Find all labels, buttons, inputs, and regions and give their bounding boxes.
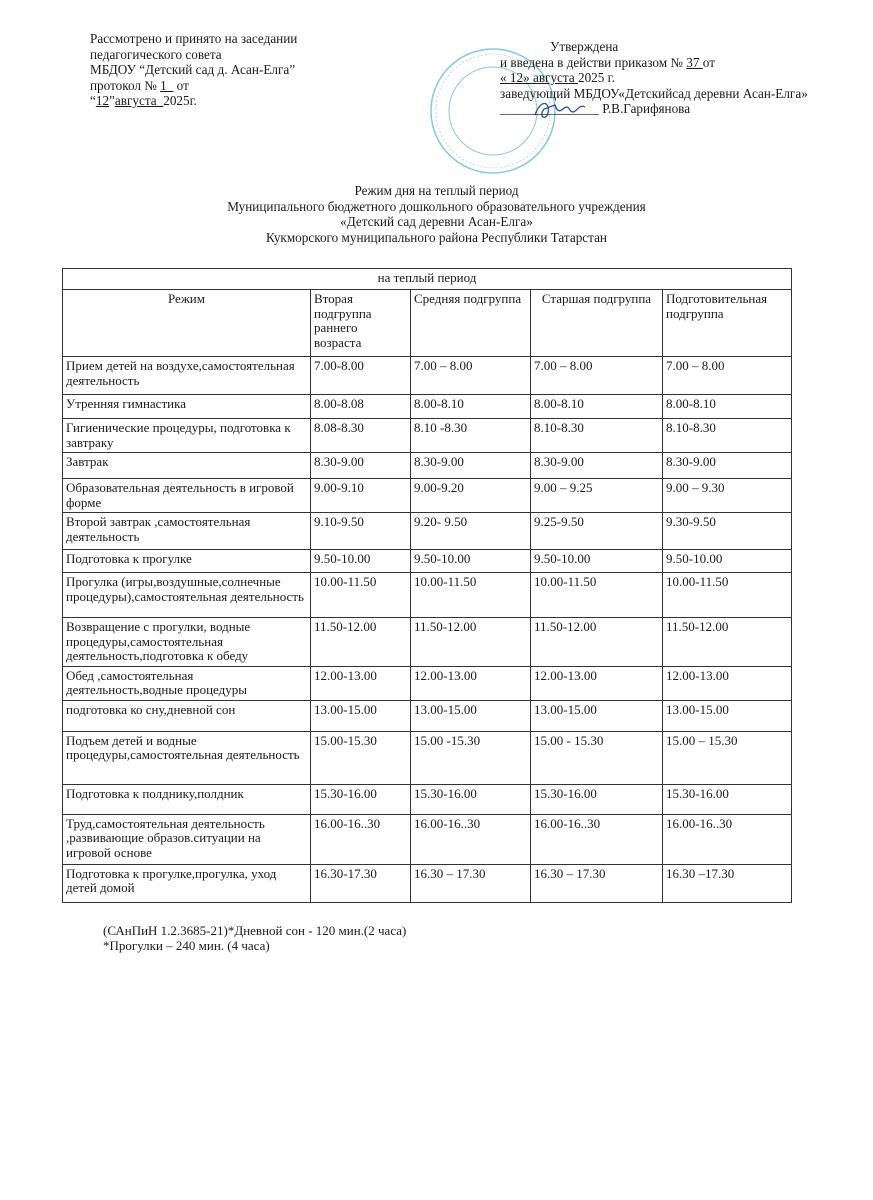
time-cell: 16.30 –17.30 xyxy=(663,864,792,902)
time-cell: 12.00-13.00 xyxy=(411,666,531,700)
approval-left-block xyxy=(90,31,297,109)
time-cell: 10.00-11.50 xyxy=(663,573,792,618)
order-number: 37 xyxy=(686,54,703,70)
header-cell: Вторая подгруппа раннего возраста xyxy=(311,290,411,357)
table-row xyxy=(63,395,792,419)
time-cell: 11.50-12.00 xyxy=(411,618,531,667)
time-cell: 16.30-17.30 xyxy=(311,864,411,902)
time-cell: 15.30-16.00 xyxy=(411,784,531,814)
date-month: августа_ xyxy=(114,93,164,108)
protocol-number: 1_ xyxy=(160,77,174,93)
time-cell: 11.50-12.00 xyxy=(663,618,792,667)
time-cell: 15.30-16.00 xyxy=(311,784,411,814)
time-cell: 8.00-8.10 xyxy=(411,395,531,419)
header-cell: Режим xyxy=(63,290,311,357)
time-cell: 9.25-9.50 xyxy=(531,513,663,550)
time-cell: 8.30-9.00 xyxy=(311,453,411,479)
time-cell: 8.00-8.10 xyxy=(531,395,663,419)
time-cell: 7.00 – 8.00 xyxy=(531,357,663,395)
time-cell: 8.10-8.30 xyxy=(531,419,663,453)
footer-line1: (САнПиН 1.2.3685-21)*Дневной сон - 120 мин.(2 часа) xyxy=(103,922,407,938)
time-cell: 13.00-15.00 xyxy=(663,700,792,731)
time-cell: 7.00-8.00 xyxy=(311,357,411,395)
time-cell: 12.00-13.00 xyxy=(531,666,663,700)
time-cell: 9.20- 9.50 xyxy=(411,513,531,550)
table-row xyxy=(63,731,792,784)
header-cell: Подготовительная подгруппа xyxy=(663,290,792,357)
time-cell: 16.00-16..30 xyxy=(531,814,663,864)
time-cell: 16.00-16..30 xyxy=(663,814,792,864)
table-row xyxy=(63,618,792,667)
table-row xyxy=(63,814,792,864)
time-cell: 9.00 – 9.30 xyxy=(663,479,792,513)
activity-cell: Утренняя гимнастика xyxy=(63,395,311,419)
time-cell: 8.08-8.30 xyxy=(311,419,411,453)
document-title xyxy=(0,183,873,245)
time-cell: 10.00-11.50 xyxy=(411,573,531,618)
activity-cell: Гигиенические процедуры, подготовка к завтраку xyxy=(63,419,311,453)
time-cell: 13.00-15.00 xyxy=(411,700,531,731)
time-cell: 7.00 – 8.00 xyxy=(411,357,531,395)
table-header-row xyxy=(63,290,792,357)
activity-cell: Подготовка к прогулке xyxy=(63,550,311,573)
activity-cell: Прогулка (игры,воздушные,солнечные процедуры),самостоятельная деятельность xyxy=(63,573,311,618)
time-cell: 11.50-12.00 xyxy=(311,618,411,667)
protocol-line xyxy=(90,78,297,94)
activity-cell: Подъем детей и водные процедуры,самостоятельная деятельность xyxy=(63,731,311,784)
time-cell: 16.00-16..30 xyxy=(311,814,411,864)
protocol-suffix: от xyxy=(173,77,189,93)
main-content xyxy=(62,268,791,954)
activity-cell: Подготовка к прогулке,прогулка, уход детей домой xyxy=(63,864,311,902)
table-row xyxy=(63,573,792,618)
order-date xyxy=(500,70,808,86)
table-row xyxy=(63,357,792,395)
order-date-day: « 12» августа xyxy=(500,70,578,85)
date-year: 2025г. xyxy=(163,93,197,108)
table-row xyxy=(63,550,792,573)
table-row xyxy=(63,666,792,700)
table-caption: на теплый период xyxy=(63,269,792,290)
time-cell: 15.00-15.30 xyxy=(311,731,411,784)
head-signature-line: _______________ Р.В.Гарифянова xyxy=(500,101,691,116)
protocol-date xyxy=(90,93,297,109)
title-line4: Кукморского муниципального района Республики Татарстан xyxy=(266,229,607,245)
time-cell: 7.00 – 8.00 xyxy=(663,357,792,395)
activity-cell: Прием детей на воздухе,самостоятельная деятельность xyxy=(63,357,311,395)
header-cell: Старшая подгруппа xyxy=(531,290,663,357)
time-cell: 12.00-13.00 xyxy=(311,666,411,700)
time-cell: 8.30-9.00 xyxy=(411,453,531,479)
date-open: “ xyxy=(90,93,96,108)
table-row xyxy=(63,864,792,902)
footer-line2: *Прогулки – 240 мин. (4 часа) xyxy=(103,938,270,953)
time-cell: 11.50-12.00 xyxy=(531,618,663,667)
time-cell: 8.10 -8.30 xyxy=(411,419,531,453)
table-row xyxy=(63,784,792,814)
time-cell: 8.00-8.08 xyxy=(311,395,411,419)
schedule-table xyxy=(62,268,792,903)
table-body xyxy=(63,357,792,903)
time-cell: 15.30-16.00 xyxy=(663,784,792,814)
approval-left-line1: Рассмотрено и принято на заседании xyxy=(90,31,298,46)
time-cell: 16.30 – 17.30 xyxy=(411,864,531,902)
time-cell: 15.30-16.00 xyxy=(531,784,663,814)
title-line1: Режим дня на теплый период xyxy=(354,183,519,198)
table-row xyxy=(63,513,792,550)
time-cell: 9.30-9.50 xyxy=(663,513,792,550)
activity-cell: Обед ,самостоятельная деятельность,водные процедуры xyxy=(63,666,311,700)
activity-cell: Труд,самостоятельная деятельность ,развивающие образов.ситуации на игровой основе xyxy=(63,814,311,864)
time-cell: 15.00 - 15.30 xyxy=(531,731,663,784)
header-cell: Средняя подгруппа xyxy=(411,290,531,357)
time-cell: 10.00-11.50 xyxy=(311,573,411,618)
approved-label: Утверждена xyxy=(550,39,619,54)
time-cell: 9.10-9.50 xyxy=(311,513,411,550)
footer-notes xyxy=(103,923,791,954)
date-mid: ” xyxy=(109,93,115,108)
time-cell: 9.50-10.00 xyxy=(663,550,792,573)
protocol-prefix: протокол № xyxy=(90,77,161,93)
time-cell: 15.00 -15.30 xyxy=(411,731,531,784)
time-cell: 9.50-10.00 xyxy=(311,550,411,573)
time-cell: 15.00 – 15.30 xyxy=(663,731,792,784)
approval-right-block xyxy=(500,39,808,117)
approval-left-line2: педагогического совета xyxy=(90,46,222,62)
time-cell: 9.50-10.00 xyxy=(411,550,531,573)
time-cell: 9.00-9.20 xyxy=(411,479,531,513)
activity-cell: Завтрак xyxy=(63,453,311,479)
time-cell: 9.00 – 9.25 xyxy=(531,479,663,513)
title-line2: Муниципального бюджетного дошкольного образовательного учреждения xyxy=(227,198,646,214)
time-cell: 16.00-16..30 xyxy=(411,814,531,864)
order-suffix: от xyxy=(702,54,715,70)
order-date-year: 2025 г. xyxy=(577,70,615,85)
time-cell: 9.00-9.10 xyxy=(311,479,411,513)
time-cell: 8.10-8.30 xyxy=(663,419,792,453)
order-prefix: и введена в действи приказом № xyxy=(500,54,687,70)
time-cell: 8.00-8.10 xyxy=(663,395,792,419)
time-cell: 9.50-10.00 xyxy=(531,550,663,573)
time-cell: 13.00-15.00 xyxy=(311,700,411,731)
activity-cell: Возвращение с прогулки, водные процедуры,самостоятельная деятельность,подготовка к обеду xyxy=(63,618,311,667)
table-row xyxy=(63,419,792,453)
table-row xyxy=(63,479,792,513)
order-line xyxy=(500,55,808,71)
table-row xyxy=(63,453,792,479)
activity-cell: Второй завтрак ,самостоятельная деятельность xyxy=(63,513,311,550)
table-row xyxy=(63,700,792,731)
time-cell: 16.30 – 17.30 xyxy=(531,864,663,902)
time-cell: 12.00-13.00 xyxy=(663,666,792,700)
activity-cell: Образовательная деятельность в игровой форме xyxy=(63,479,311,513)
time-cell: 8.30-9.00 xyxy=(531,453,663,479)
approval-left-line3: МБДОУ “Детский сад д. Асан-Елга” xyxy=(90,62,296,77)
time-cell: 10.00-11.50 xyxy=(531,573,663,618)
activity-cell: подготовка ко сну,дневной сон xyxy=(63,700,311,731)
date-day: 12 xyxy=(95,93,110,108)
activity-cell: Подготовка к полднику,полдник xyxy=(63,784,311,814)
title-line3: «Детский сад деревни Асан-Елга» xyxy=(340,214,533,229)
time-cell: 8.30-9.00 xyxy=(663,453,792,479)
head-line: заведующий МБДОУ«Детскийсад деревни Асан-Елга» xyxy=(500,85,808,101)
time-cell: 13.00-15.00 xyxy=(531,700,663,731)
